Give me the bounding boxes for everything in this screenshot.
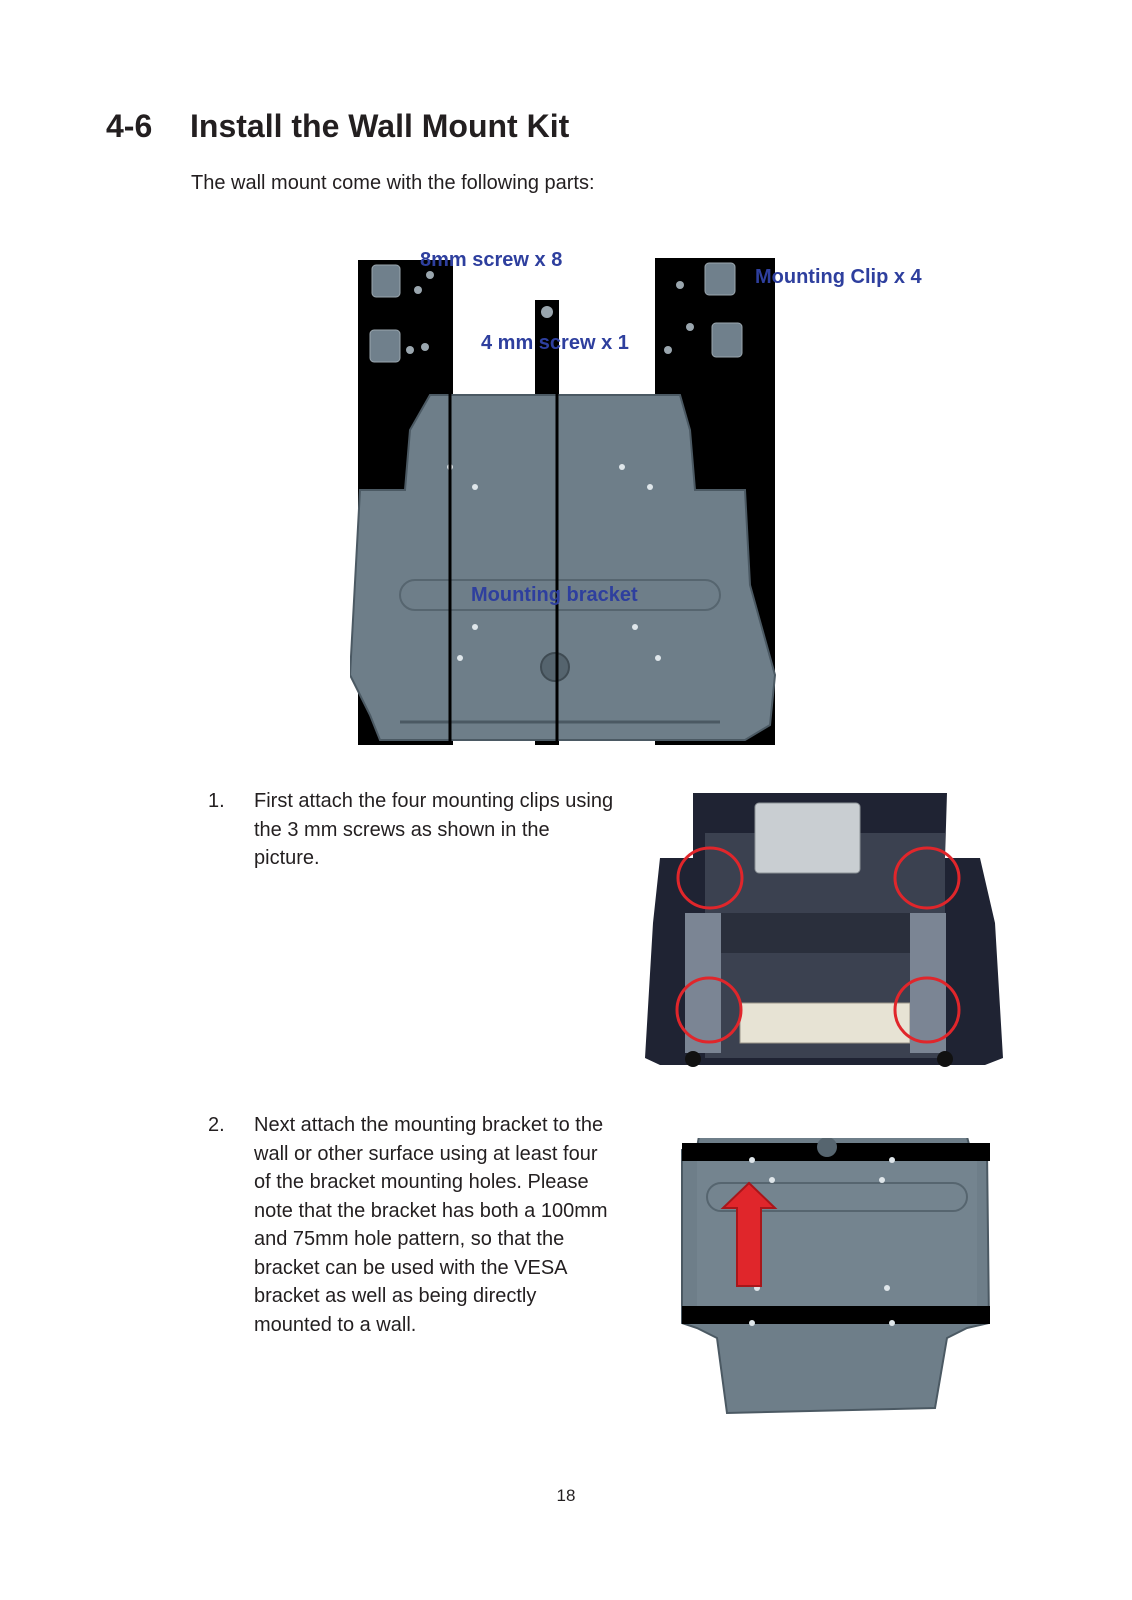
page-number: 18 [556, 1486, 576, 1505]
section-number: 4-6 [106, 108, 153, 144]
step-2-text: Next attach the mounting bracket to the wall or other surface using at least four of the bracket mounting holes. Please note that the bracket has both a 100mm and 75mm hole pattern, so that the bracket can be used with the VESA bracket as well as being directly mounted to a wall. [254, 1114, 608, 1336]
section-heading [106, 108, 569, 145]
step-1-number: 1. [208, 790, 225, 812]
step-1-text: First attach the four mounting clips using the 3 mm screws as shown in the picture. [254, 790, 614, 869]
label-mounting-bracket: Mounting bracket [471, 584, 638, 606]
clips-attached-figure [645, 793, 1020, 1098]
parts-figure [350, 249, 950, 765]
bracket-orientation-photo [677, 1138, 995, 1431]
intro-text: The wall mount come with the following parts: [191, 172, 595, 194]
bracket-orientation-figure [677, 1138, 995, 1431]
step-2-number: 2. [208, 1114, 225, 1136]
section-title: Install the Wall Mount Kit [190, 108, 570, 144]
label-mounting-clip: Mounting Clip x 4 [755, 266, 922, 288]
label-4mm-screw: 4 mm screw x 1 [481, 332, 629, 354]
parts-photo [350, 255, 950, 765]
label-8mm-screw: 8mm screw x 8 [420, 249, 563, 271]
clips-attached-photo [645, 793, 1020, 1098]
